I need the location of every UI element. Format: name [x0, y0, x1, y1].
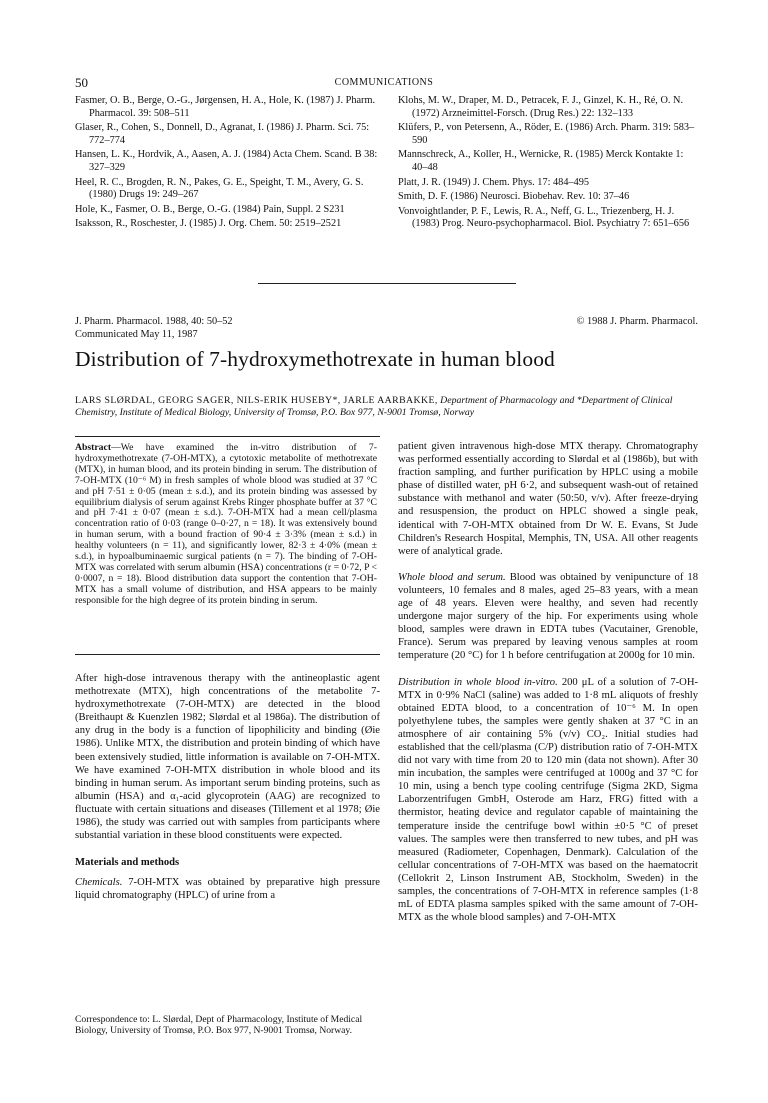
- author-names: LARS SLØRDAL, GEORG SAGER, NILS-ERIK HUSEBY*, JARLE AARBAKKE,: [75, 395, 438, 406]
- whole-blood-paragraph: [398, 571, 698, 663]
- paragraph-label: Whole blood and serum.: [398, 571, 506, 583]
- intro-paragraph: After high-dose intravenous therapy with the antineoplastic agent methotrexate (MTX), high concentrations of the metabolite 7-hydroxymethotrexate (7-OH-MTX) are detected in the blood (Breithaupt & Kuenzlen 1982; Slørdal et al 1986a). The distribution of any drug in the body is a function of lipophilicity and binding (Øie 1986). Unlike MTX, the distribution and protein binding of which have been extensively studied, little information is available on 7-OH-MTX. We have examined 7-OH-MTX distribution in whole blood and its binding in human serum. As important serum binding proteins, such as albumin (HSA) and α₁-acid glycoprotein (AAG) are recognized to fluctuate with certain situations and diseases (Tillement et al 1978; Øie 1986), the study was carried out with samples from participants where substantial variation in these blood constituents were expected.: [75, 673, 380, 842]
- abstract-bottom-rule: [75, 654, 380, 655]
- paragraph-label: Chemicals.: [75, 877, 123, 889]
- references-right: [398, 95, 698, 233]
- reference: Heel, R. C., Brogden, R. N., Pakes, G. E., Speight, T. M., Avery, G. S. (1980) Drugs 19: 249–267: [75, 176, 364, 201]
- page-number: 50: [75, 75, 88, 90]
- reference: Hole, K., Fasmer, O. B., Berge, O.-G. (1984) Pain, Suppl. 2 S231: [75, 203, 345, 215]
- reference: Glaser, R., Cohen, S., Donnell, D., Agranat, I. (1986) J. Pharm. Sci. 75: 772–774: [75, 122, 370, 146]
- copyright: © 1988 J. Pharm. Pharmacol.: [576, 316, 698, 327]
- journal-citation: J. Pharm. Pharmacol. 1988, 40: 50–52: [75, 316, 233, 327]
- author-block: [75, 395, 700, 419]
- abstract-text: —We have examined the in-vitro distribution of 7-hydroxymethotrexate (7-OH-MTX), a cytotoxic metabolite of methotrexate (MTX), in human blood, and its protein binding in serum. The distribution of 7-OH-MTX (10⁻⁶ M) in fresh samples of whole blood was studied at 37 °C and pH 7·51 ± 0·05 (mean ± s.d.), and its protein binding was assessed by equilibrium dialysis of serum against Krebs Ringer phosphate buffer at 37 °C and pH 7·41 ± 0·07 (mean ± s.d.). 7-OH-MTX had a mean cell/plasma concentration ratio of 0·03 (range 0–0·27, n = 18). It was extensively bound in human serum, with a bound fraction of 90·4 ± 3·3% (mean ± s.d.) in healthy volunteers (n = 11), and significantly lower, 82·3 ± 4·0% (mean ± s.d.), in hypoalbuminaemic surgical patients (n = 7). The binding of 7-OH-MTX was correlated with serum albumin (HSA) concentrations (r = 0·72, P < 0·0007, n = 18). Blood distribution data support the contention that 7-OH-MTX has a small volume of distribution, and HSA appears to be mainly responsible for the high degree of its protein binding in serum.: [75, 442, 377, 606]
- section-heading: Materials and methods: [75, 857, 180, 869]
- paragraph-text: 200 μL of a solution of 7-OH-MTX in 0·9% NaCl (saline) was added to 1·8 mL aliquots of freshly obtained EDTA blood, to a concentration of 10⁻⁶ M. In open polyethylene tubes, the samples were gently shaken at 37 °C in an atmosphere of air containing 5% (v/v) CO₂. Initial studies had established that the cell/plasma (C/P) distribution ratio of 7-OH-MTX did not vary with time from 20 to 120 min (data not shown). After 30 min incubation, the samples were centrifuged at 1000g and 37 °C for 10 min, using a bench type cooling centrifuge (Sigma 2KD, Sigma Laborzentrifugen GmbH, Osterode am Harz, FRG) fitted with a thermistor, heating device and regulator capable of maintaining the temperature inside the centrifuge bowl within ±0·5 °C of preset values. The samples were then transferred to new tubes, and pH was measured (Radiometer, Copenhagen, Denmark). Calculation of the cellular concentrations of 7-OH-MTX was based on the haematocrit (Cellokrit 2, Linson Instrument AB, Stockholm, Sweden) in the samples, the concentrations of 7-OH-MTX in reference samples (1·8 mL of EDTA plasma samples spiked with the same amount of 7-OH-MTX as the whole blood samples) and 7-OH-MTX: [398, 676, 698, 924]
- reference: Vonvoightlander, P. F., Lewis, R. A., Neff, G. L., Triezenberg, H. J. (1983) Prog. Neuro-psychopharmacol. Biol. Psychiatry 7: 651–656: [398, 205, 690, 230]
- left-column-body: [75, 672, 380, 903]
- running-head: COMMUNICATIONS: [334, 77, 434, 88]
- paragraph-label: Distribution in whole blood in-vitro.: [398, 676, 558, 688]
- article-title: Distribution of 7-hydroxymethotrexate in human blood: [75, 347, 555, 371]
- communicated-date: Communicated May 11, 1987: [75, 329, 198, 340]
- reference: Mannschreck, A., Koller, H., Wernicke, R. (1985) Merck Kontakte 1: 40–48: [398, 149, 684, 173]
- affiliation: Department of Pharmacology and *Department of Clinical Chemistry, Institute of Medical Biology, University of Tromsø, P.O. Box 977, N-9001 Tromsø, Norway: [75, 395, 673, 418]
- abstract: [75, 443, 377, 607]
- references-left: [75, 95, 380, 233]
- section-divider: [258, 283, 516, 284]
- distribution-paragraph: [398, 676, 698, 925]
- right-column-body: [398, 440, 698, 924]
- reference: Klohs, M. W., Draper, M. D., Petracek, F. J., Ginzel, K. H., Ré, O. N. (1972) Arzneimittel-Forsch. (Drug Res.) 22: 132–133: [398, 95, 684, 119]
- paragraph-text: 7-OH-MTX was obtained by preparative high pressure liquid chromatography (HPLC) of urine from a: [75, 877, 380, 902]
- reference: Platt, J. R. (1949) J. Chem. Phys. 17: 484–495: [398, 176, 590, 188]
- abstract-top-rule: [75, 436, 380, 437]
- reference: Klüfers, P., von Petersenn, A., Röder, E. (1986) Arch. Pharm. 319: 583–590: [398, 122, 695, 146]
- reference: Isaksson, R., Roschester, J. (1985) J. Org. Chem. 50: 2519–2521: [75, 218, 342, 230]
- paragraph-text: Blood was obtained by venipuncture of 18 volunteers, 10 females and 8 males, aged 25–83 years, with a mean age of 48 years. Eleven were healthy, and seven had recently undergone major surgery of the hip. For experiments using whole blood, samples were drawn in EDTA tubes (Vacutainer, Grenoble, France). Serum was prepared by leaving venous samples at room temperature (20 °C) for 1 h before centrifugation at 2000g for 10 min.: [398, 571, 698, 662]
- reference: Hansen, L. K., Hordvik, A., Aasen, A. J. (1984) Acta Chem. Scand. B 38: 327–329: [75, 149, 378, 173]
- chemicals-continued: patient given intravenous high-dose MTX therapy. Chromatography was performed essentially according to Slørdal et al (1986b), but with fraction sampling, and further purification by HPLC using a mobile phase of distilled water, pH 6·2, and subsequent wash-out of retained substance with methanol and water (50:50, v/v). After freeze-drying and resuspension, the product on HPLC showed a single peak, identical with 7-OH-MTX obtained from Dr W. E. Evans, St Jude Children's Research Hospital, Memphis, TN, USA. All other reagents were of analytical grade.: [398, 441, 698, 557]
- correspondence-footnote: Correspondence to: L. Slørdal, Dept of Pharmacology, Institute of Medical Biology, University of Tromsø, P.O. Box 977, N-9001 Tromsø, Norway.: [75, 1014, 363, 1036]
- chemicals-paragraph: [75, 876, 380, 902]
- reference: Smith, D. F. (1986) Neurosci. Biobehav. Rev. 10: 37–46: [398, 191, 630, 203]
- abstract-label: Abstract: [75, 442, 112, 453]
- reference: Fasmer, O. B., Berge, O.-G., Jørgensen, H. A., Hole, K. (1987) J. Pharm. Pharmacol. 39: 508–511: [75, 95, 376, 119]
